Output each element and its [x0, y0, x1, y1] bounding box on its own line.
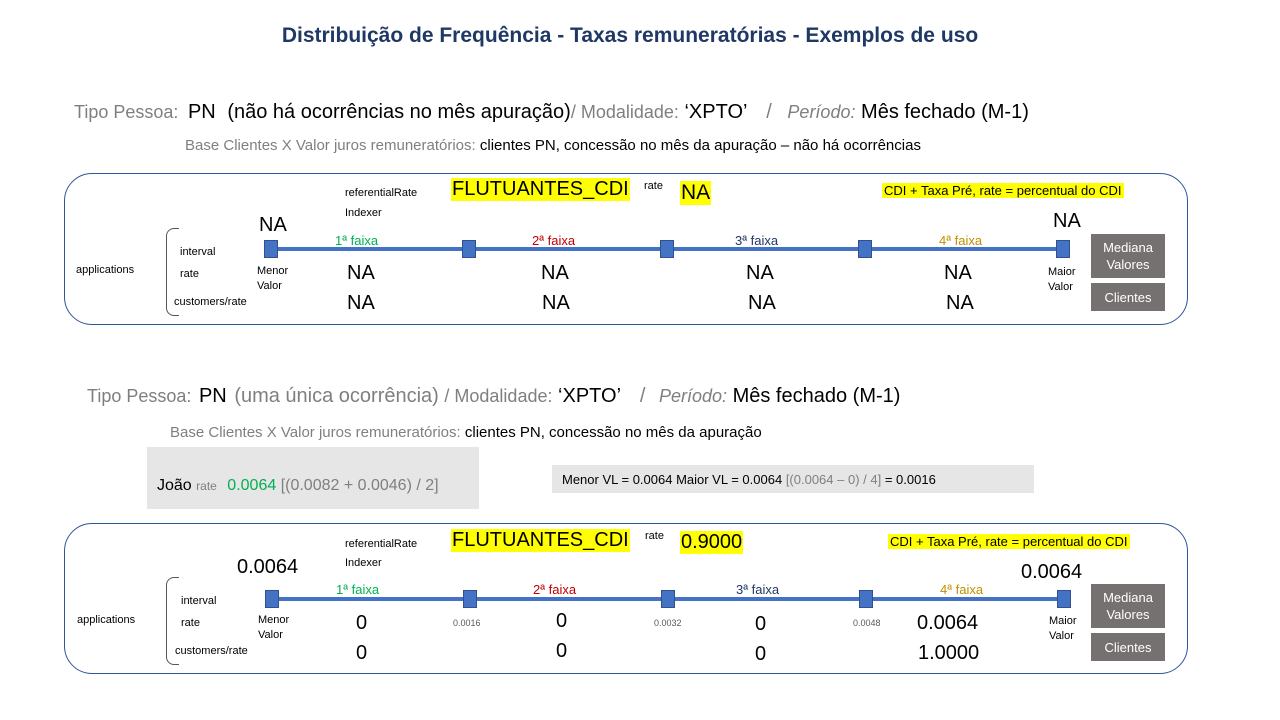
page-title: Distribuição de Frequência - Taxas remuneratórias - Exemplos de uso	[281, 24, 979, 47]
interval-node	[661, 590, 675, 608]
boundary-value: 0.0048	[853, 618, 881, 628]
rate-cell: 0.0064	[917, 612, 979, 634]
tipo-pessoa-note: (não há ocorrências no mês apuração)	[227, 101, 571, 123]
referential-rate-label: referentialRate	[345, 538, 418, 550]
base-value: clientes PN, concessão no mês da apuração – não há ocorrências	[479, 137, 921, 154]
periodo-value: Mês fechado (M-1)	[861, 101, 1029, 123]
boundary-value: 0.0016	[453, 618, 481, 628]
interval-node	[1056, 240, 1070, 258]
flutuantes-cdi-badge: FLUTUANTES_CDI	[452, 178, 629, 200]
indexer-label: Indexer	[345, 557, 382, 569]
customers-cell: NA	[347, 292, 375, 314]
section-2-header	[87, 385, 900, 408]
valor-text: Valor	[258, 629, 283, 641]
periodo-value: Mês fechado (M-1)	[732, 385, 901, 407]
slash-separator: /	[639, 385, 646, 407]
valor-text: Valor	[1049, 630, 1074, 642]
joao-rate-value: 0.0064	[227, 477, 277, 494]
calc-formula: [(0.0064 – 0) / 4]	[785, 472, 882, 487]
interval-node	[463, 590, 477, 608]
maior-valor-label	[1048, 265, 1076, 295]
modalidade-value: ‘XPTO’	[558, 385, 621, 407]
min-value: 0.0064	[237, 556, 299, 578]
interval-node	[660, 240, 674, 258]
rate-cell: NA	[746, 262, 774, 284]
menor-text: Menor	[257, 265, 289, 277]
rate-cell: NA	[541, 262, 569, 284]
tipo-pessoa-label: Tipo Pessoa:	[74, 102, 179, 122]
indexer-label: Indexer	[345, 207, 382, 219]
tipo-pessoa-value: PN	[187, 101, 216, 123]
valor-text: Valor	[257, 280, 282, 292]
referential-rate-label: referentialRate	[345, 187, 418, 199]
rate-cell: 0	[755, 613, 767, 635]
calc-text	[562, 472, 936, 487]
interval-node	[462, 240, 476, 258]
faixa-4-label: 4ª faixa	[939, 233, 983, 248]
interval-node	[858, 240, 872, 258]
interval-label: interval	[181, 595, 217, 607]
faixa-3-label: 3ª faixa	[735, 233, 779, 248]
customers-rate-label: customers/rate	[174, 296, 247, 308]
calc-box	[552, 465, 1034, 493]
tipo-pessoa-note: (uma única ocorrência)	[234, 385, 439, 407]
modalidade-label: / Modalidade:	[444, 386, 553, 406]
maior-text: Maior	[1048, 266, 1076, 278]
menor-valor-label	[258, 613, 289, 643]
menor-text: Menor	[258, 614, 290, 626]
applications-label: applications	[77, 614, 136, 626]
base-value: clientes PN, concessão no mês da apuração	[464, 424, 762, 441]
clientes-button[interactable]: Clientes	[1091, 283, 1165, 311]
customers-cell: NA	[946, 292, 974, 314]
rate-row-label: rate	[180, 268, 199, 280]
base-label: Base Clientes X Valor juros remuneratórios:	[170, 424, 461, 441]
faixa-1-label: 1ª faixa	[335, 233, 379, 248]
interval-node	[265, 590, 279, 608]
section-1-header	[74, 101, 1029, 124]
rate-cell: NA	[347, 262, 375, 284]
faixa-4-label: 4ª faixa	[940, 582, 984, 597]
tipo-pessoa-label: Tipo Pessoa:	[87, 386, 192, 406]
cdi-note: CDI + Taxa Pré, rate = percentual do CDI	[890, 534, 1128, 549]
customers-cell: NA	[748, 292, 776, 314]
section-2-base	[170, 424, 762, 441]
flutuantes-cdi-badge: FLUTUANTES_CDI	[452, 529, 629, 551]
joao-example-box	[147, 447, 479, 509]
joao-name: João	[157, 477, 192, 494]
customers-cell: 0	[356, 642, 368, 664]
menor-valor-label	[257, 264, 288, 294]
rate-label: rate	[645, 530, 664, 542]
boundary-value: 0.0032	[654, 618, 682, 628]
customers-cell: NA	[542, 292, 570, 314]
joao-formula: [(0.0082 + 0.0046) / 2]	[280, 477, 439, 494]
modalidade-label: / Modalidade:	[570, 102, 679, 122]
periodo-label: Período:	[658, 386, 728, 406]
interval-node	[264, 240, 278, 258]
rate-cell: 0	[356, 612, 368, 634]
faixa-2-label: 2ª faixa	[532, 233, 576, 248]
periodo-label: Período:	[787, 102, 856, 122]
rate-value: 0.9000	[681, 531, 743, 553]
rate-row-label: rate	[181, 617, 200, 629]
rate-cell: NA	[944, 262, 972, 284]
calc-prefix: Menor VL = 0.0064 Maior VL = 0.0064	[562, 472, 783, 487]
calc-result: = 0.0016	[884, 472, 936, 487]
tipo-pessoa-value: PN	[198, 385, 227, 407]
interval-label: interval	[180, 246, 216, 258]
mediana-valores-button[interactable]: Mediana Valores	[1091, 234, 1165, 278]
customers-cell: 1.0000	[918, 642, 980, 664]
joao-rate-label: rate	[196, 479, 217, 493]
maior-text: Maior	[1049, 615, 1077, 627]
faixa-1-label: 1ª faixa	[336, 582, 380, 597]
base-label: Base Clientes X Valor juros remuneratórios:	[185, 137, 476, 154]
applications-label: applications	[76, 264, 135, 276]
faixa-3-label: 3ª faixa	[736, 582, 780, 597]
rate-label: rate	[644, 180, 663, 192]
max-value: NA	[1053, 210, 1081, 232]
customers-cell: 0	[556, 640, 568, 662]
slash-separator: /	[766, 101, 772, 123]
interval-node	[1057, 590, 1071, 608]
max-value: 0.0064	[1021, 561, 1083, 583]
faixa-2-label: 2ª faixa	[533, 582, 577, 597]
modalidade-value: ‘XPTO’	[684, 101, 747, 123]
rate-cell: 0	[556, 610, 568, 632]
cdi-note: CDI + Taxa Pré, rate = percentual do CDI	[884, 183, 1122, 198]
joao-example	[157, 477, 439, 495]
rate-value: NA	[681, 181, 711, 204]
mediana-valores-button[interactable]: Mediana Valores	[1091, 584, 1165, 628]
customers-cell: 0	[755, 643, 767, 665]
customers-rate-label: customers/rate	[175, 645, 248, 657]
clientes-button[interactable]: Clientes	[1091, 633, 1165, 661]
interval-node	[859, 590, 873, 608]
maior-valor-label	[1049, 614, 1077, 644]
min-value: NA	[259, 214, 287, 236]
valor-text: Valor	[1048, 281, 1073, 293]
section-1-base	[185, 137, 921, 154]
